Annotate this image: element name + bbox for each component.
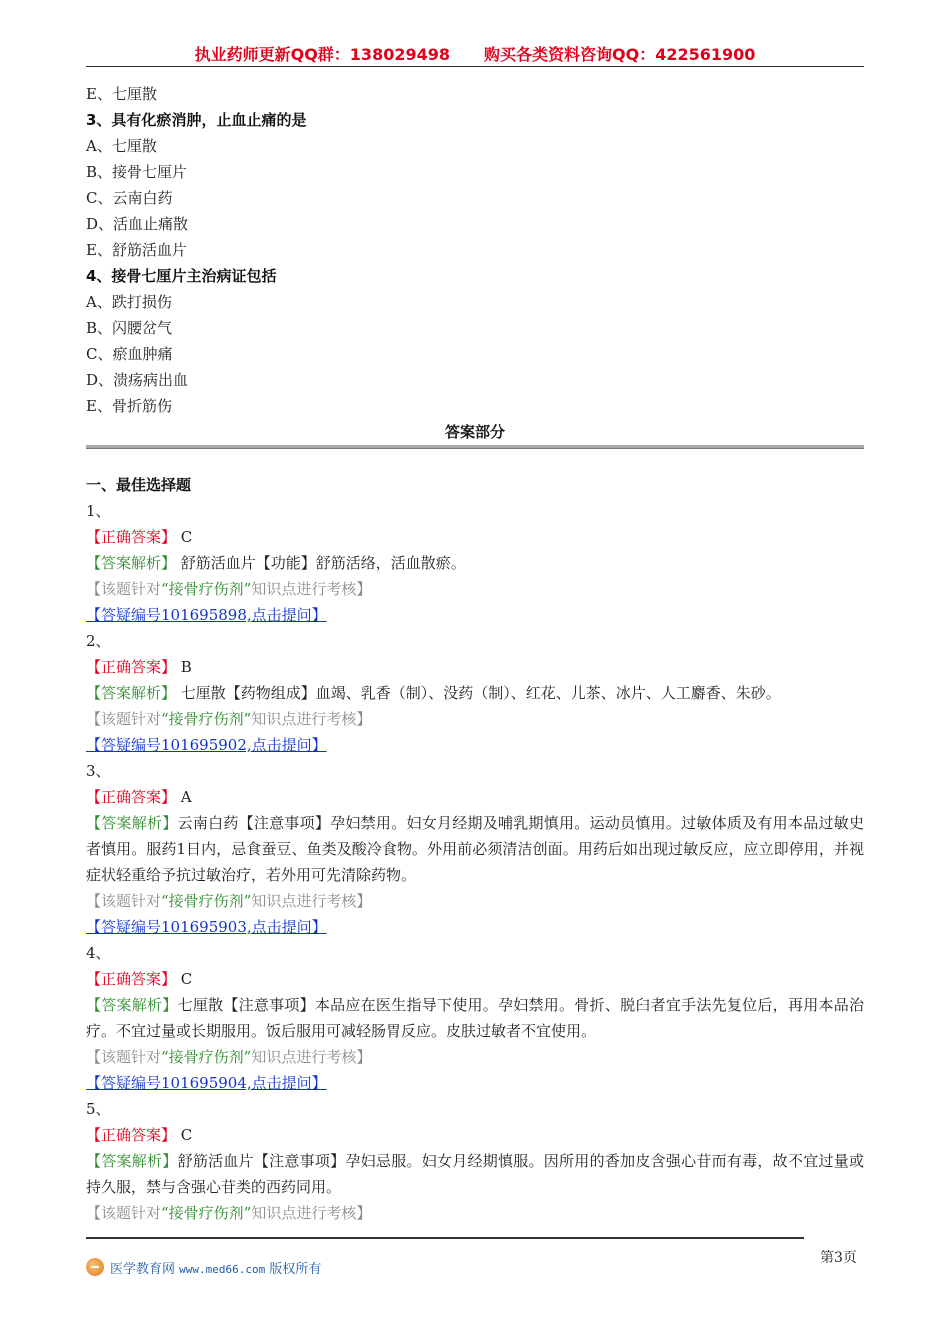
q4-option-c: C、瘀血肿痛 <box>86 345 173 363</box>
q3-option-d: D、活血止痛散 <box>86 215 189 233</box>
ask-question-link[interactable]: 【答疑编号101695904,点击提问】 <box>86 1074 327 1092</box>
answer-number: 1、 <box>86 502 111 520</box>
correct-answer-label: 【正确答案】 <box>86 528 177 546</box>
q4-option-e: E、骨折筋伤 <box>86 397 172 415</box>
answer-section-title: 答案部分 <box>444 423 505 441</box>
q3-option-b: B、接骨七厘片 <box>86 163 188 181</box>
q3-stem: 3、具有化瘀消肿，止血止痛的是 <box>86 111 307 129</box>
analysis-row <box>86 550 864 576</box>
analysis-text: 舒筋活血片【功能】舒筋活络，活血散瘀。 <box>180 554 466 572</box>
correct-answer-value: A <box>180 788 192 806</box>
analysis-text: 云南白药【注意事项】孕妇禁用。妇女月经期及哺乳期慎用。运动员慎用。过敏体质及有用本品过敏史者慎用。服药1日内，忌食蚕豆、鱼类及酸冷食物。外用前必须清洁创面。用药后如出现过敏反应，应立即停用，并视症状轻重给予抗过敏治疗，若外用可先清除药物。 <box>86 814 864 884</box>
analysis-label: 【答案解析】 <box>86 814 178 832</box>
footer-divider <box>86 1237 804 1239</box>
correct-answer-row <box>86 524 864 550</box>
correct-answer-value: C <box>180 970 193 988</box>
analysis-row <box>86 680 864 706</box>
analysis-row <box>86 992 864 1044</box>
correct-answer-label: 【正确答案】 <box>86 970 177 988</box>
q4-option-b: B、闪腰岔气 <box>86 319 173 337</box>
analysis-row <box>86 810 864 888</box>
correct-answer-value: C <box>180 528 193 546</box>
footer-rights: 版权所有 <box>269 1261 322 1277</box>
analysis-label: 【答案解析】 <box>86 554 177 572</box>
footer-url[interactable]: www.med66.com <box>179 1262 266 1276</box>
q3-option-c: C、云南白药 <box>86 189 173 207</box>
answer-number: 4、 <box>86 944 111 962</box>
correct-answer-row <box>86 784 864 810</box>
page-number: 第3页 <box>820 1250 857 1266</box>
knowledge-note: 【该题针对“接骨疗伤剂”知识点进行考核】 <box>86 710 372 728</box>
answer-number: 5、 <box>86 1100 111 1118</box>
page-header <box>86 42 864 67</box>
q3-option-e: E、舒筋活血片 <box>86 241 187 259</box>
analysis-label: 【答案解析】 <box>86 996 178 1014</box>
correct-answer-label: 【正确答案】 <box>86 788 177 806</box>
analysis-text: 七厘散【药物组成】血竭、乳香（制）、没药（制）、红花、儿茶、冰片、人工麝香、朱砂。 <box>180 684 781 702</box>
knowledge-note: 【该题针对“接骨疗伤剂”知识点进行考核】 <box>86 892 372 910</box>
answer-number: 2、 <box>86 632 111 650</box>
header-qq-consult: 购买各类资料咨询QQ：422561900 <box>484 45 756 64</box>
correct-answer-row <box>86 1122 864 1148</box>
answer-subtitle: 一、最佳选择题 <box>86 476 192 494</box>
analysis-text: 七厘散【注意事项】本品应在医生指导下使用。孕妇禁用。骨折、脱臼者宜手法先复位后，再用本品治疗。不宜过量或长期服用。饭后服用可减轻肠胃反应。皮肤过敏者不宜使用。 <box>86 996 864 1040</box>
footer-brand <box>86 1256 321 1278</box>
knowledge-note: 【该题针对“接骨疗伤剂”知识点进行考核】 <box>86 580 372 598</box>
header-qq-group: 执业药师更新QQ群：138029498 <box>194 45 450 64</box>
q4-stem: 4、接骨七厘片主治病证包括 <box>86 267 277 285</box>
analysis-row <box>86 1148 864 1200</box>
correct-answer-label: 【正确答案】 <box>86 658 177 676</box>
q3-option-a: A、七厘散 <box>86 137 157 155</box>
knowledge-note: 【该题针对“接骨疗伤剂”知识点进行考核】 <box>86 1204 372 1222</box>
analysis-text: 舒筋活血片【注意事项】孕妇忌服。妇女月经期慎服。因所用的香加皮含强心苷而有毒，故不宜过量或持久服，禁与含强心苷类的西药同用。 <box>86 1152 864 1196</box>
med66-logo-icon <box>86 1258 104 1276</box>
correct-answer-row <box>86 654 864 680</box>
ask-question-link[interactable]: 【答疑编号101695902,点击提问】 <box>86 736 327 754</box>
section-divider <box>86 445 864 449</box>
q4-option-d: D、溃疡病出血 <box>86 371 189 389</box>
analysis-label: 【答案解析】 <box>86 684 177 702</box>
knowledge-note: 【该题针对“接骨疗伤剂”知识点进行考核】 <box>86 1048 372 1066</box>
correct-answer-value: C <box>180 1126 193 1144</box>
correct-answer-value: B <box>180 658 192 676</box>
correct-answer-label: 【正确答案】 <box>86 1126 177 1144</box>
correct-answer-row <box>86 966 864 992</box>
analysis-label: 【答案解析】 <box>86 1152 178 1170</box>
ask-question-link[interactable]: 【答疑编号101695898,点击提问】 <box>86 606 327 624</box>
q2-option-e: E、七厘散 <box>86 85 157 103</box>
ask-question-link[interactable]: 【答疑编号101695903,点击提问】 <box>86 918 327 936</box>
footer-brand-name: 医学教育网 <box>110 1261 176 1277</box>
q4-option-a: A、跌打损伤 <box>86 293 172 311</box>
answer-number: 3、 <box>86 762 111 780</box>
page-content <box>86 81 864 1226</box>
